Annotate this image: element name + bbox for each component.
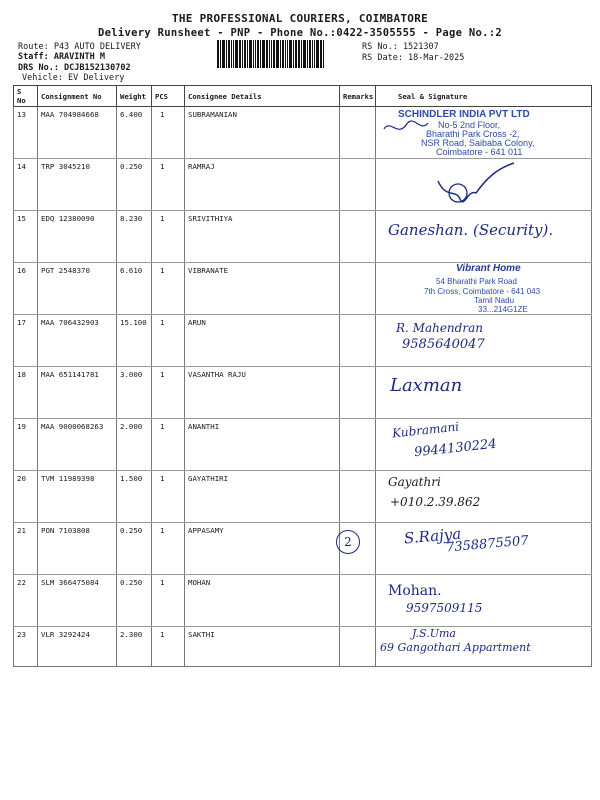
cell-weight: 0.250 bbox=[117, 523, 152, 575]
signature-cell bbox=[376, 211, 592, 263]
cell-consignee: SRIVITHIYA bbox=[185, 211, 340, 263]
table-row bbox=[14, 107, 592, 159]
cell-remarks bbox=[340, 263, 376, 315]
stamp-company: SCHINDLER INDIA PVT LTD bbox=[398, 109, 530, 120]
cell-consignee: VASANTHA RAJU bbox=[185, 367, 340, 419]
runsheet-subtitle: Delivery Runsheet - PNP - Phone No.:0422-3505555 - Page No.:2 bbox=[98, 27, 502, 39]
handwritten-name: S.Rajya bbox=[403, 524, 462, 548]
signature-cell bbox=[376, 159, 592, 211]
handwritten-name: J.S.Uma bbox=[412, 627, 456, 640]
stamp-line: Coimbatore - 641 011 bbox=[436, 147, 523, 157]
cell-pcs: 1 bbox=[152, 523, 185, 575]
cell-consignment: EDQ 12380090 bbox=[38, 211, 117, 263]
table-header bbox=[14, 86, 592, 107]
handwritten-name: Kubramani bbox=[391, 419, 460, 441]
signature-cell bbox=[376, 627, 592, 667]
col-consignment: Consignment No bbox=[38, 86, 117, 107]
handwritten-address: 69 Gangothari Appartment bbox=[380, 641, 531, 654]
cell-weight: 1.500 bbox=[117, 471, 152, 523]
stamp-line: 33...214G1ZE bbox=[478, 305, 528, 314]
cell-pcs: 1 bbox=[152, 627, 185, 667]
cell-weight: 6.400 bbox=[117, 107, 152, 159]
handwritten-name: Mohan. bbox=[388, 583, 442, 599]
table-row bbox=[14, 159, 592, 211]
cell-sno: 22 bbox=[14, 575, 38, 627]
stamp-line: 54 Bharathi Park Road bbox=[436, 277, 517, 286]
cell-weight: 8.230 bbox=[117, 211, 152, 263]
cell-consignment: TRP 3045210 bbox=[38, 159, 117, 211]
cell-consignee: SUBRAMANIAN bbox=[185, 107, 340, 159]
cell-weight: 0.250 bbox=[117, 159, 152, 211]
signature-cell bbox=[376, 263, 592, 315]
stamp-line: Bharathi Park Cross -2, bbox=[426, 129, 520, 139]
cell-remarks bbox=[340, 315, 376, 367]
stamp-line: NSR Road, Saibaba Colony, bbox=[421, 138, 535, 148]
cell-remarks bbox=[340, 107, 376, 159]
signature-cell bbox=[376, 471, 592, 523]
cell-pcs: 1 bbox=[152, 263, 185, 315]
cell-sno: 18 bbox=[14, 367, 38, 419]
cell-consignee: GAYATHIRI bbox=[185, 471, 340, 523]
cell-consignment: PON 7103808 bbox=[38, 523, 117, 575]
cell-pcs: 1 bbox=[152, 315, 185, 367]
cell-pcs: 1 bbox=[152, 159, 185, 211]
cell-sno: 13 bbox=[14, 107, 38, 159]
cell-remarks bbox=[340, 471, 376, 523]
stamp-company: Vibrant Home bbox=[456, 263, 521, 274]
cell-pcs: 1 bbox=[152, 575, 185, 627]
cell-sno: 20 bbox=[14, 471, 38, 523]
table-row bbox=[14, 627, 592, 667]
signature-cell bbox=[376, 575, 592, 627]
cell-sno: 23 bbox=[14, 627, 38, 667]
route: Route: P43 AUTO DELIVERY bbox=[18, 42, 141, 52]
cell-weight: 3.000 bbox=[117, 367, 152, 419]
cell-weight: 0.250 bbox=[117, 575, 152, 627]
table-row bbox=[14, 471, 592, 523]
cell-consignee: RAMRAJ bbox=[185, 159, 340, 211]
cell-pcs: 1 bbox=[152, 367, 185, 419]
rs-number: RS No.: 1521307 bbox=[362, 42, 439, 52]
signature-cell bbox=[376, 107, 592, 159]
table-row bbox=[14, 263, 592, 315]
cell-sno: 17 bbox=[14, 315, 38, 367]
table-row bbox=[14, 211, 592, 263]
cell-consignment: SLM 366475084 bbox=[38, 575, 117, 627]
cell-remarks bbox=[340, 627, 376, 667]
cell-consignee: VIBRANATE bbox=[185, 263, 340, 315]
cell-weight: 15.100 bbox=[117, 315, 152, 367]
signature-scribble bbox=[376, 159, 592, 209]
cell-consignee: ANANTHI bbox=[185, 419, 340, 471]
handwritten-phone: +010.2.39.862 bbox=[390, 495, 481, 509]
barcode bbox=[217, 40, 347, 68]
handwritten-signature: Laxman bbox=[390, 375, 463, 396]
cell-sno: 15 bbox=[14, 211, 38, 263]
cell-remarks bbox=[340, 159, 376, 211]
cell-remarks bbox=[340, 211, 376, 263]
col-pcs: PCS bbox=[152, 86, 185, 107]
col-weight: Weight bbox=[117, 86, 152, 107]
cell-consignee: SAKTHI bbox=[185, 627, 340, 667]
stamp-line: Tamil Nadu bbox=[474, 296, 515, 305]
vehicle: Vehicle: EV Delivery bbox=[22, 73, 125, 83]
cell-consignment: PGT 2548370 bbox=[38, 263, 117, 315]
cell-remarks bbox=[340, 367, 376, 419]
cell-consignment: TVM 11989398 bbox=[38, 471, 117, 523]
cell-pcs: 1 bbox=[152, 419, 185, 471]
signature-cell bbox=[376, 523, 592, 575]
table-row bbox=[14, 367, 592, 419]
drs-number: DRS No.: DCJB152130702 bbox=[18, 63, 131, 73]
col-sno: S No bbox=[14, 86, 38, 107]
table-row bbox=[14, 419, 592, 471]
cell-weight: 2.300 bbox=[117, 627, 152, 667]
cell-consignee: APPASAMY bbox=[185, 523, 340, 575]
cell-pcs: 1 bbox=[152, 107, 185, 159]
signature-cell bbox=[376, 315, 592, 367]
rs-date: RS Date: 18-Mar-2025 bbox=[362, 53, 465, 63]
col-consignee: Consignee Details bbox=[185, 86, 340, 107]
stamp-line: No-5 2nd Floor, bbox=[438, 120, 501, 130]
cell-sno: 21 bbox=[14, 523, 38, 575]
cell-sno: 19 bbox=[14, 419, 38, 471]
cell-weight: 2.000 bbox=[117, 419, 152, 471]
table-row bbox=[14, 575, 592, 627]
handwritten-phone: 9585640047 bbox=[402, 337, 485, 352]
handwritten-signature: Ganeshan. (Security). bbox=[388, 221, 554, 239]
col-seal-signature: Seal & Signature bbox=[376, 86, 592, 107]
cell-remarks bbox=[340, 575, 376, 627]
cell-consignment: MAA 704984668 bbox=[38, 107, 117, 159]
cell-remarks bbox=[340, 419, 376, 471]
cell-consignment: MAA 9000068263 bbox=[38, 419, 117, 471]
cell-pcs: 1 bbox=[152, 471, 185, 523]
table-row bbox=[14, 523, 592, 575]
signature-cell bbox=[376, 367, 592, 419]
runsheet-table bbox=[13, 85, 592, 667]
signature-cell bbox=[376, 419, 592, 471]
cell-consignment: VLR 3292424 bbox=[38, 627, 117, 667]
staff: Staff: ARAVINTH M bbox=[18, 52, 105, 62]
handwritten-name: R. Mahendran bbox=[396, 321, 483, 335]
cell-consignment: MAA 651141781 bbox=[38, 367, 117, 419]
cell-sno: 16 bbox=[14, 263, 38, 315]
handwritten-phone: 9597509115 bbox=[406, 601, 483, 615]
handwritten-name: Gayathri bbox=[388, 475, 441, 489]
cell-sno: 14 bbox=[14, 159, 38, 211]
cell-consignment: MAA 706432903 bbox=[38, 315, 117, 367]
handwritten-phone: 9944130224 bbox=[413, 436, 498, 461]
signature-scribble bbox=[376, 107, 576, 162]
cell-consignee: ARUN bbox=[185, 315, 340, 367]
cell-pcs: 1 bbox=[152, 211, 185, 263]
col-remarks: Remarks bbox=[340, 86, 376, 107]
company-title: THE PROFESSIONAL COURIERS, COIMBATORE bbox=[171, 12, 429, 25]
table-row bbox=[14, 315, 592, 367]
stamp-line: 7th Cross, Coimbatore - 641 043 bbox=[424, 287, 541, 296]
remark-circled-number: 2 bbox=[336, 530, 360, 554]
cell-remarks bbox=[340, 523, 376, 575]
handwritten-phone: 7358875507 bbox=[445, 533, 530, 556]
cell-weight: 6.610 bbox=[117, 263, 152, 315]
cell-consignee: MOHAN bbox=[185, 575, 340, 627]
